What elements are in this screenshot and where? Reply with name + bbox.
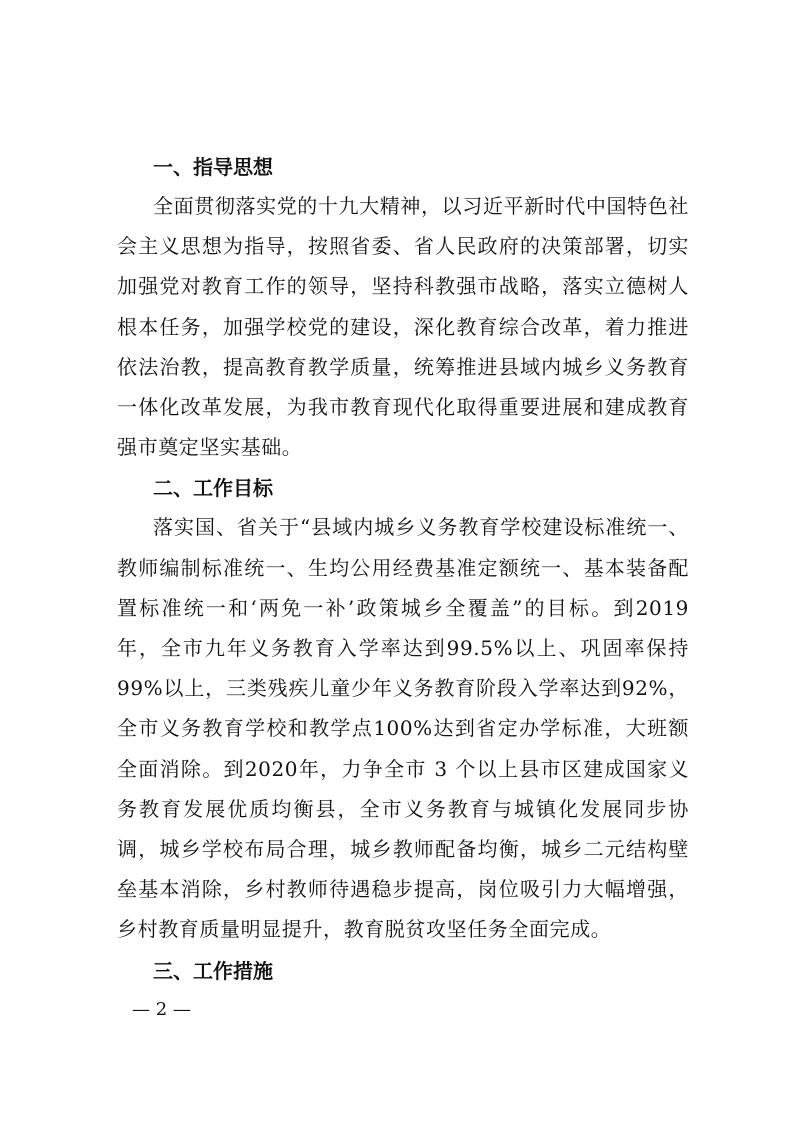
section-heading-guiding-ideology: 一、指导思想 bbox=[153, 155, 273, 179]
section-heading-work-goals: 二、工作目标 bbox=[153, 476, 273, 501]
document-body bbox=[117, 148, 689, 990]
paragraph-work-goals: 落实国、省关于“县域内城乡义务教育学校建设标准统一、教师编制标准统一、生均公用经费基准定额统一、基本装备配置标准统一和‘两免一补’政策城乡全覆盖”的目标。到2019年，全市九年义务教育入学率达到99.5%以上、巩固率保持99%以上，三类残疾儿童少年义务教育阶段入学率达到92%，全市义务教育学校和教学点100%达到省定办学标准，大班额全面消除。到2020年，力争全市 3 个以上县市区建成国家义务教育发展优质均衡县，全市义务教育与城镇化发展同步协调，城乡学校布局合理，城乡教师配备均衡，城乡二元结构壁垒基本消除，乡村教师待遇稳步提高，岗位吸引力大幅增强，乡村教育质量明显提升，教育脱贫攻坚任务全面完成。 bbox=[117, 515, 689, 942]
section-heading-work-measures: 三、工作措施 bbox=[153, 958, 273, 983]
page-number: — 2 — bbox=[132, 999, 191, 1020]
paragraph-guiding-ideology: 全面贯彻落实党的十九大精神，以习近平新时代中国特色社会主义思想为指导，按照省委、省人民政府的决策部署，切实加强党对教育工作的领导，坚持科教强市战略，落实立德树人根本任务，加强学校党的建设，深化教育综合改革，着力推进依法治教，提高教育教学质量，统筹推进县域内城乡义务教育一体化改革发展，为我市教育现代化取得重要进展和建成教育强市奠定坚实基础。 bbox=[117, 194, 689, 460]
